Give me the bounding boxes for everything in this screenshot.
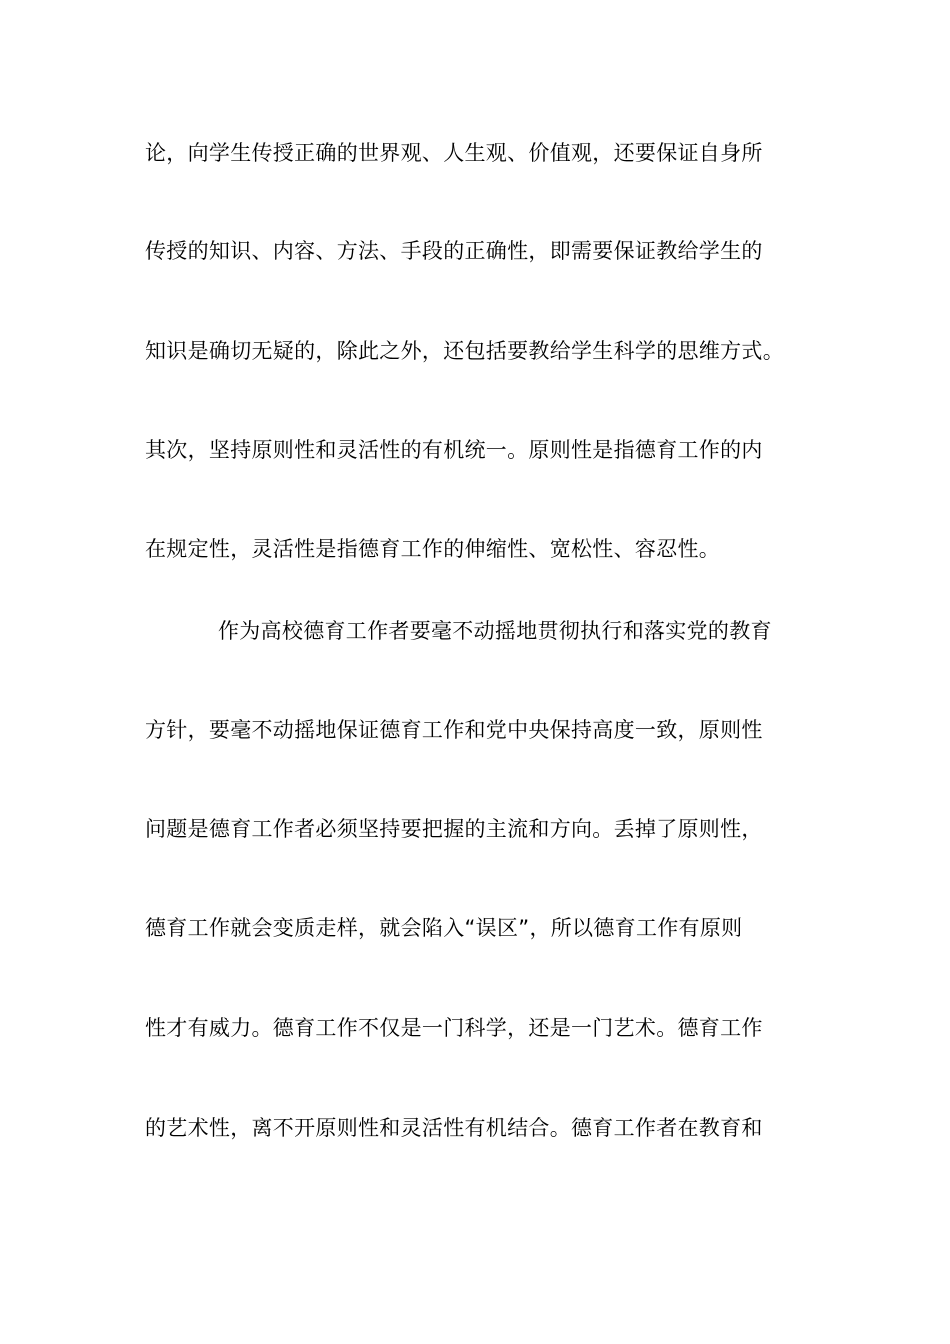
text-line-8: 问题是德育工作者必须坚持要把握的主流和方向。丢掉了原则性， bbox=[145, 817, 763, 841]
text-line-9: 德育工作就会变质走样，就会陷入“误区”，所以德育工作有原则 bbox=[145, 916, 743, 940]
text-line-6: 作为高校德育工作者要毫不动摇地贯彻执行和落实党的教育 bbox=[218, 619, 772, 643]
text-line-3: 知识是确切无疑的，除此之外，还包括要教给学生科学的思维方式。 bbox=[145, 339, 784, 363]
text-line-7: 方针，要毫不动摇地保证德育工作和党中央保持高度一致，原则性 bbox=[145, 718, 763, 742]
text-line-2: 传授的知识、内容、方法、手段的正确性，即需要保证教给学生的 bbox=[145, 239, 763, 263]
text-line-4: 其次，坚持原则性和灵活性的有机统一。原则性是指德育工作的内 bbox=[145, 438, 763, 462]
text-line-5: 在规定性，灵活性是指德育工作的伸缩性、宽松性、容忍性。 bbox=[145, 537, 721, 561]
text-line-11: 的艺术性，离不开原则性和灵活性有机结合。德育工作者在教育和 bbox=[145, 1116, 763, 1140]
text-line-1: 论，向学生传授正确的世界观、人生观、价值观，还要保证自身所 bbox=[145, 141, 763, 165]
text-line-10: 性才有威力。德育工作不仅是一门科学，还是一门艺术。德育工作 bbox=[145, 1016, 763, 1040]
